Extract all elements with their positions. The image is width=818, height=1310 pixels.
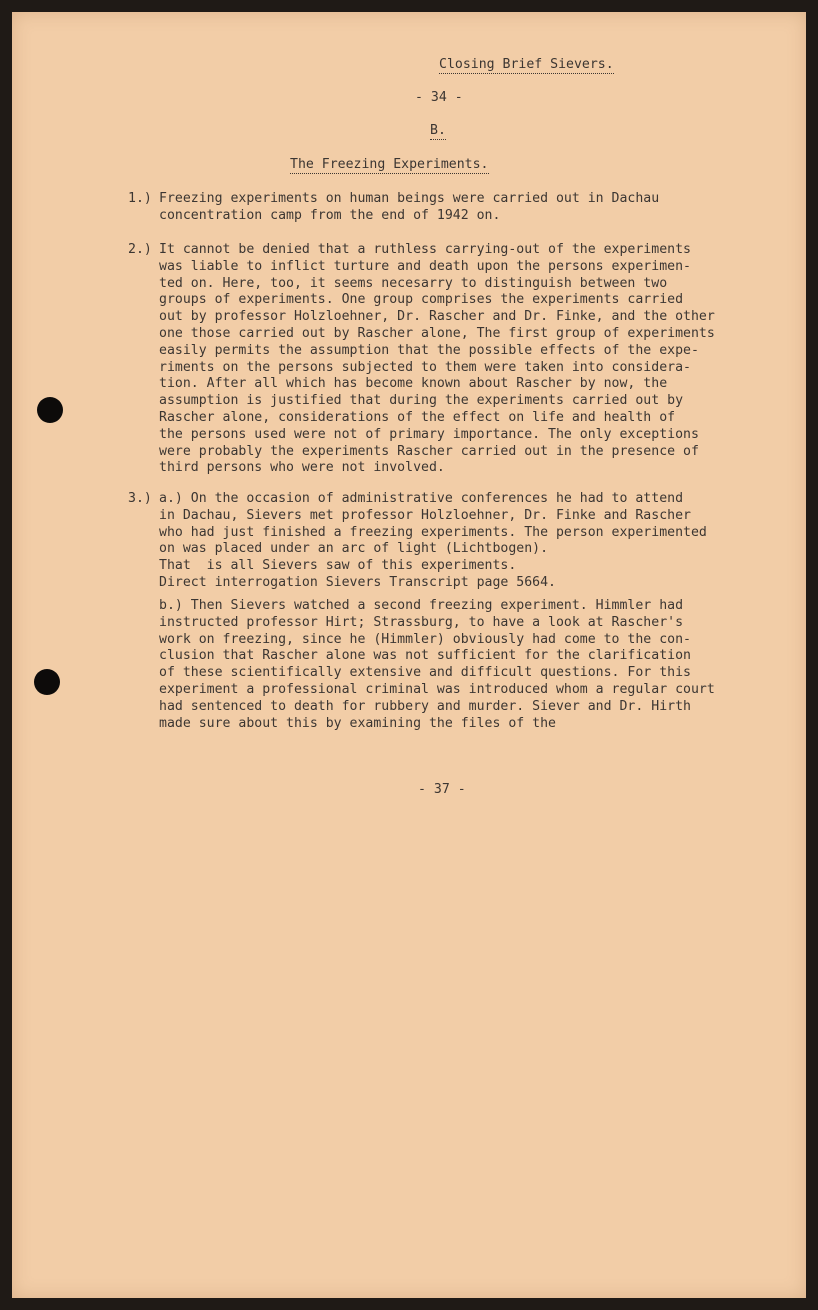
section-title: The Freezing Experiments.	[290, 157, 489, 172]
text-line: third persons who were not involved.	[159, 460, 445, 476]
section-letter: B.	[430, 123, 446, 138]
text-line: Rascher alone, considerations of the effect on life and health of	[159, 409, 676, 425]
text-line: concentration camp from the end of 1942 on.	[159, 207, 501, 223]
text-line: had sentenced to death for rubbery and murder. Siever and Dr. Hirth	[159, 698, 691, 714]
text-line: were probably the experiments Rascher carried out in the presence of	[159, 443, 699, 459]
text-line: Direct interrogation Sievers Transcript page 5664.	[159, 574, 556, 590]
text-line: work on freezing, since he (Himmler) obviously had come to the con-	[159, 631, 691, 647]
text-line: was liable to inflict turture and death upon the persons experimen-	[159, 258, 691, 274]
text-line: easily permits the assumption that the possible effects of the expe-	[159, 342, 699, 358]
paragraph-number: 3.)	[128, 491, 152, 506]
text-line: one those carried out by Rascher alone, The first group of experiments	[159, 325, 715, 341]
page-number-bottom: - 37 -	[418, 782, 466, 797]
text-line: b.) Then Sievers watched a second freezing experiment. Himmler had	[159, 598, 684, 613]
punch-hole-bottom	[34, 669, 60, 695]
paragraph-3a	[159, 491, 707, 592]
text-line: on was placed under an arc of light (Lichtbogen).	[159, 541, 549, 557]
text-line: clusion that Rascher alone was not sufficient for the clarification	[159, 648, 691, 664]
document-page	[12, 12, 806, 1298]
text-line: riments on the persons subjected to them were taken into considera-	[159, 359, 691, 375]
text-line: experiment a professional criminal was introduced whom a regular court	[159, 681, 715, 697]
paragraph-number: 2.)	[128, 242, 152, 257]
text-line: in Dachau, Sievers met professor Holzloehner, Dr. Finke and Rascher	[159, 507, 691, 523]
text-line: instructed professor Hirt; Strassburg, to have a look at Rascher's	[159, 614, 684, 630]
paragraph-2	[159, 242, 715, 477]
text-line: tion. After all which has become known about Rascher by now, the	[159, 376, 668, 392]
text-line: Freezing experiments on human beings were carried out in Dachau	[159, 191, 660, 206]
paragraph-number: 1.)	[128, 191, 152, 206]
punch-hole-top	[37, 397, 63, 423]
text-line: who had just finished a freezing experiments. The person experimented	[159, 524, 707, 540]
paragraph-3b	[159, 598, 715, 732]
text-line: It cannot be denied that a ruthless carrying-out of the experiments	[159, 242, 691, 257]
text-line: out by professor Holzloehner, Dr. Rascher and Dr. Finke, and the other	[159, 309, 715, 325]
document-title: Closing Brief Sievers.	[439, 57, 614, 72]
text-line: made sure about this by examining the files of the	[159, 715, 556, 731]
paragraph-1	[159, 191, 659, 225]
page-number-top: - 34 -	[415, 90, 463, 105]
text-line: assumption is justified that during the experiments carried out by	[159, 393, 684, 409]
text-line: of these scientifically extensive and difficult questions. For this	[159, 665, 691, 681]
text-line: a.) On the occasion of administrative conferences he had to attend	[159, 491, 684, 506]
text-line: groups of experiments. One group comprises the experiments carried	[159, 292, 684, 308]
text-line: the persons used were not of primary importance. The only exceptions	[159, 426, 699, 442]
text-line: That is all Sievers saw of this experiments.	[159, 558, 517, 574]
text-line: ted on. Here, too, it seems necesarry to distinguish between two	[159, 275, 668, 291]
